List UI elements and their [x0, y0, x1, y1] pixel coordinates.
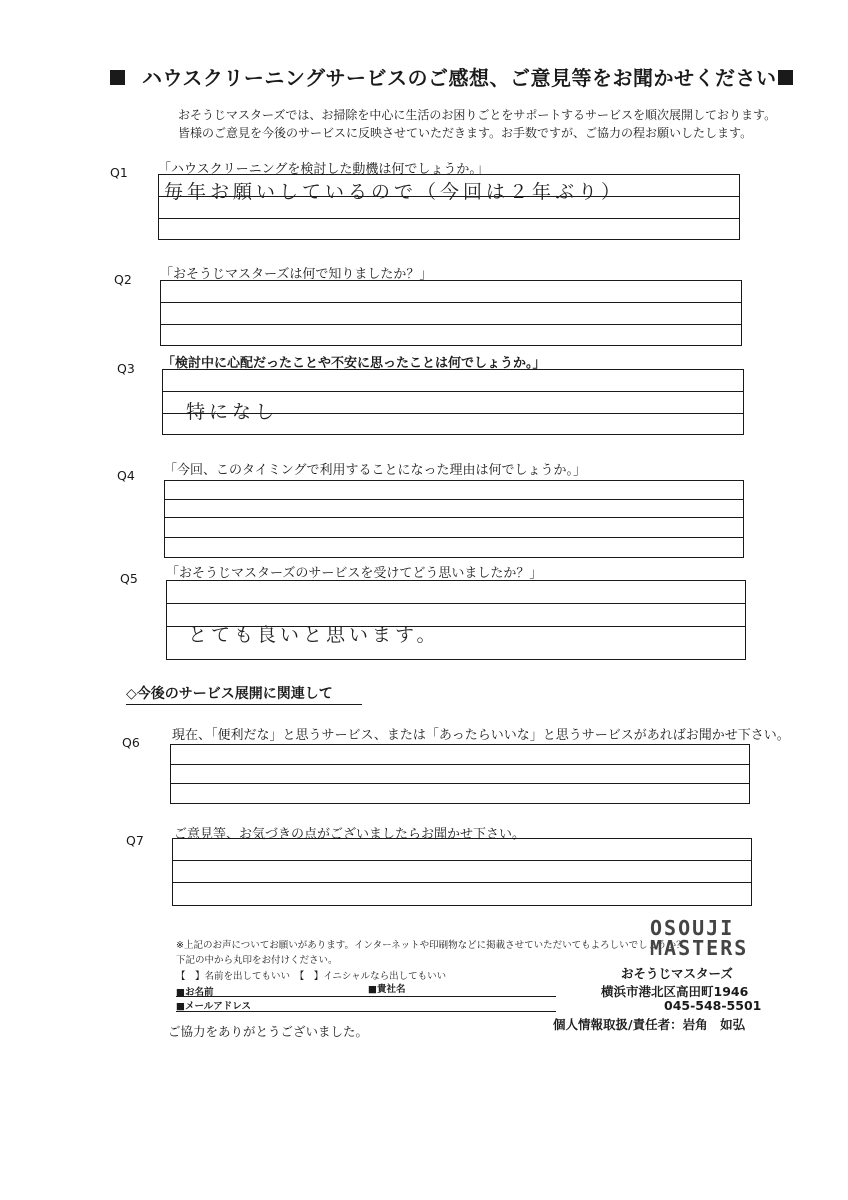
question-number: Q1 [110, 165, 128, 180]
email-label: ■メールアドレス [176, 1001, 252, 1012]
consent-instruction: 下記の中から丸印をお付けください。 [176, 955, 338, 966]
company-address: 横浜市港北区高田町1946 [601, 984, 749, 999]
thanks-message: ご協力をありがとうございました。 [168, 1024, 369, 1039]
email-field[interactable] [176, 1011, 556, 1012]
handwritten-answer: 毎年お願いしているので（今回は２年ぶり） [164, 181, 625, 203]
consent-options[interactable]: 【 】名前を出してもいい 【 】イニシャルなら出してもいい [176, 971, 447, 982]
section-heading: ◇今後のサービス展開に関連して [126, 686, 333, 702]
question-text: 「おそうじマスターズは何で知りましたか？」 [160, 267, 433, 282]
question-text: 「今回、このタイミングで利用することになった理由は何でしょうか。」 [164, 463, 586, 478]
name-label: ■お名前 [176, 987, 214, 998]
section-underline [126, 704, 362, 705]
question-number: Q3 [117, 361, 135, 376]
intro-text-line1: おそうじマスターズでは、お掃除を中心に生活のお困りごとをサポートするサービスを順次展開しております。 [178, 108, 777, 122]
question-number: Q5 [120, 571, 138, 586]
answer-box-q2[interactable] [160, 280, 742, 346]
form-title: ハウスクリーニングサービスのご感想、ご意見等をお聞かせください [142, 66, 777, 90]
answer-box-q7[interactable] [172, 838, 752, 906]
company-logo [650, 918, 766, 958]
question-text: 「ハウスクリーニングを検討した動機は何でしょうか。」 [158, 162, 489, 177]
square-bullet-icon [110, 70, 125, 85]
logo-line1: OSOUJI [650, 916, 735, 940]
question-number: Q6 [122, 735, 140, 750]
company-phone: 045-548-5501 [664, 998, 762, 1013]
question-number: Q2 [114, 272, 132, 287]
answer-box-q6[interactable] [170, 744, 750, 804]
question-text: ご意見等、お気づきの点がございましたらお聞かせ下さい。 [174, 827, 526, 842]
company-name: おそうじマスターズ [621, 966, 733, 981]
consent-note: ※上記のお声についてお願いがあります。インターネットや印刷物などに掲載させていただいてもよろしいでしょうか？ [176, 940, 686, 951]
intro-text-line2: 皆様のご意見を今後のサービスに反映させていただきます。お手数ですが、ご協力の程お願いしたします。 [178, 126, 753, 140]
square-bullet-icon [778, 70, 793, 85]
handwritten-answer: とても良いと思います。 [188, 624, 440, 646]
form-header [110, 62, 800, 92]
privacy-officer: 個人情報取扱/責任者：岩角 如弘 [553, 1017, 746, 1032]
question-text: 「おそうじマスターズのサービスを受けてどう思いましたか？」 [166, 566, 543, 581]
company-label: ■貴社名 [368, 984, 406, 995]
question-number: Q7 [126, 833, 144, 848]
question-number: Q4 [117, 468, 135, 483]
logo-line2: MASTERS [650, 936, 749, 960]
handwritten-answer: 特になし [186, 401, 279, 423]
question-text: 「検討中に心配だったことや不安に思ったことは何でしょうか。」 [162, 356, 546, 371]
question-text: 現在、「便利だな」と思うサービス、または「あったらいいな」と思うサービスがあればお聞かせ下さい。 [172, 728, 790, 743]
name-field[interactable] [176, 996, 556, 997]
answer-box-q4[interactable] [164, 480, 744, 558]
